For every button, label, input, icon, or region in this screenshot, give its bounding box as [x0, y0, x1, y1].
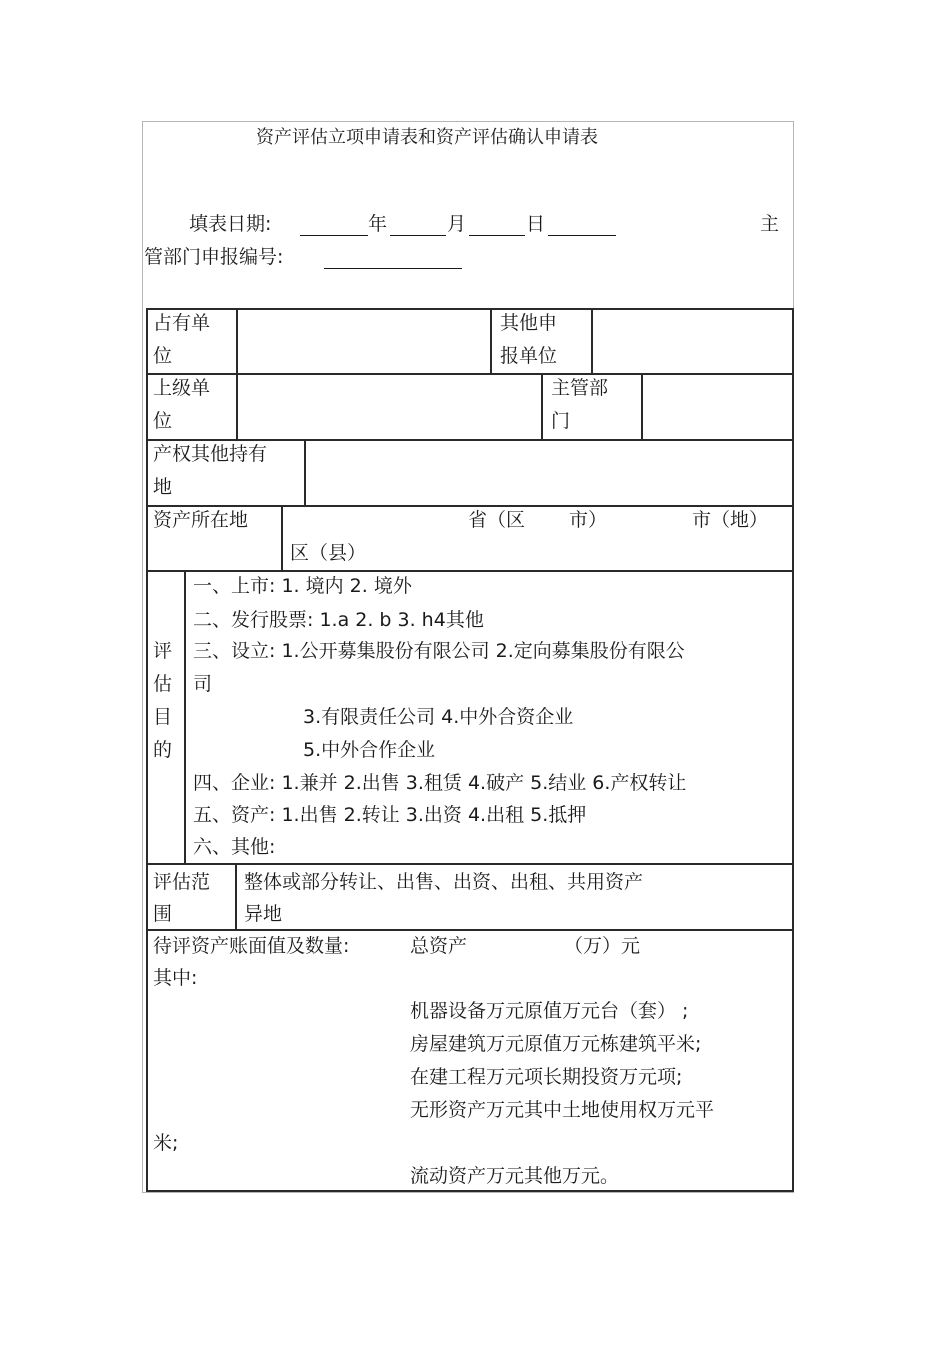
table-border [146, 308, 148, 1192]
purpose-label: 目 [153, 706, 173, 728]
purpose-label: 的 [153, 739, 173, 761]
purpose-option-establish-3: 5.中外合作企业 [303, 739, 436, 761]
table-border [541, 373, 543, 439]
intangible-line: 无形资产万元其中土地使用权万元平 [410, 1099, 715, 1121]
dept-number-label: 管部门申报编号: [144, 246, 284, 268]
month-label: 月 [447, 213, 467, 235]
purpose-option-establish-2: 3.有限责任公司 4.中外合资企业 [303, 706, 574, 728]
dept-number-blank[interactable] [324, 268, 462, 269]
competent-prefix: 主 [760, 213, 780, 235]
table-border [235, 863, 237, 929]
table-border [236, 308, 238, 439]
purpose-option-listing: 一、上市: 1. 境内 2. 境外 [193, 575, 412, 597]
form-title: 资产评估立项申请表和资产评估确认申请表 [256, 127, 598, 148]
book-value-label: 待评资产账面值及数量: [153, 935, 350, 957]
other-holder-label: 产权其他持有 [153, 443, 268, 465]
purpose-option-shares: 二、发行股票: 1.a 2. b 3. h4其他 [193, 609, 484, 631]
current-assets-line: 流动资产万元其他万元。 [410, 1165, 620, 1187]
day-blank[interactable] [469, 235, 525, 236]
competent-dept-label: 主管部 [551, 377, 609, 399]
city-label: 市） [569, 509, 608, 531]
purpose-option-establish: 三、设立: 1.公开募集股份有限公司 2.定向募集股份有限公 [193, 640, 685, 662]
scope-text-cont: 异地 [244, 903, 283, 925]
table-border [146, 373, 794, 375]
purpose-option-establish-cont: 司 [193, 673, 213, 695]
purpose-option-other: 六、其他: [193, 836, 276, 858]
purpose-option-assets: 五、资产: 1.出售 2.转让 3.出资 4.出租 5.抵押 [193, 804, 587, 826]
table-border [281, 505, 283, 570]
table-border [184, 570, 186, 863]
competent-dept-label-cont: 门 [551, 410, 571, 432]
purpose-option-enterprise: 四、企业: 1.兼并 2.出售 3.租赁 4.破产 5.结业 6.产权转让 [193, 772, 687, 794]
superior-unit-label-cont: 位 [153, 410, 173, 432]
buildings-line: 房屋建筑万元原值万元栋建筑平米; [410, 1033, 702, 1055]
table-border [490, 308, 492, 373]
other-applicant-label-cont: 报单位 [500, 345, 558, 367]
among-label: 其中: [153, 967, 198, 989]
other-applicant-label: 其他申 [500, 312, 558, 334]
total-assets-unit: （万）元 [564, 935, 641, 957]
intangible-line-cont: 米; [153, 1132, 179, 1154]
superior-unit-label: 上级单 [153, 377, 211, 399]
purpose-label: 估 [153, 673, 173, 695]
date-label: 填表日期: [189, 213, 272, 235]
purpose-label: 评 [153, 640, 173, 662]
county-label: 区（县） [290, 542, 367, 564]
other-holder-label-cont: 地 [153, 476, 173, 498]
year-blank[interactable] [300, 235, 368, 236]
table-border [591, 308, 593, 373]
total-assets-label: 总资产 [410, 935, 468, 957]
scope-text: 整体或部分转让、出售、出资、出租、共用资产 [244, 871, 644, 893]
occupant-unit-label: 占有单 [153, 312, 211, 334]
asset-location-label: 资产所在地 [153, 509, 249, 531]
prefecture-label: 市（地） [692, 509, 769, 531]
province-label: 省（区 [468, 509, 526, 531]
table-border [792, 308, 794, 1192]
scope-label-cont: 围 [153, 903, 173, 925]
scope-label: 评估范 [153, 871, 211, 893]
occupant-unit-label-cont: 位 [153, 345, 173, 367]
table-border [146, 308, 794, 310]
year-label: 年 [368, 213, 388, 235]
machinery-line: 机器设备万元原值万元台（套） ; [410, 1000, 689, 1022]
month-blank[interactable] [390, 235, 446, 236]
table-border [304, 439, 306, 505]
date-extra-blank[interactable] [548, 235, 616, 236]
day-label: 日 [526, 213, 546, 235]
construction-line: 在建工程万元项长期投资万元项; [410, 1066, 683, 1088]
table-border [641, 373, 643, 439]
